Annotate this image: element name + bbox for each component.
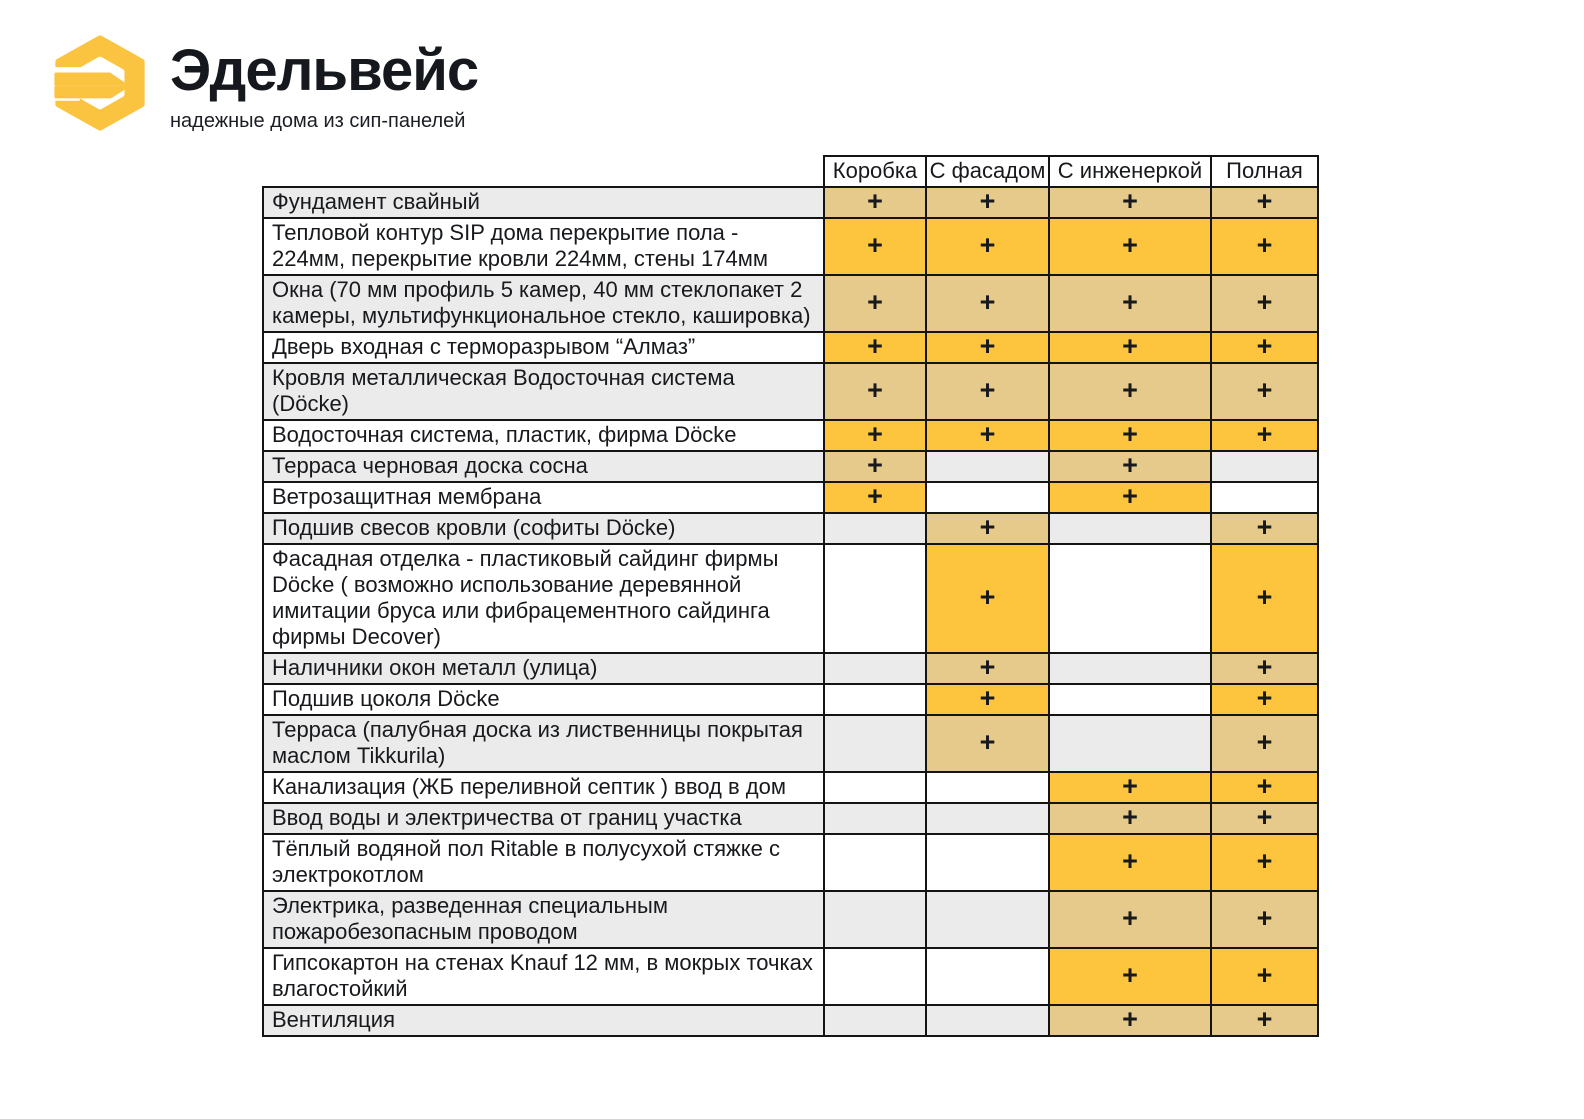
table-row — [263, 482, 1318, 513]
excluded-empty-cell — [824, 834, 926, 891]
brand-text-block — [170, 34, 478, 133]
included-plus-cell — [1211, 187, 1318, 218]
plus-mark: + — [867, 451, 883, 480]
plus-mark: + — [1122, 451, 1138, 480]
plus-mark: + — [1256, 287, 1273, 317]
packages-table — [262, 155, 1319, 1037]
included-plus-cell — [926, 715, 1049, 772]
included-plus-cell — [1049, 482, 1211, 513]
plus-mark: + — [1122, 420, 1138, 449]
included-plus-cell — [1211, 715, 1318, 772]
included-plus-cell — [824, 187, 926, 218]
plus-mark: + — [1122, 803, 1138, 832]
column-header-s-fasadom: С фасадом — [926, 156, 1049, 187]
included-plus-cell — [1049, 803, 1211, 834]
included-plus-cell — [824, 482, 926, 513]
table-row — [263, 948, 1318, 1005]
hexagon-e-icon — [52, 34, 148, 132]
table-row — [263, 275, 1318, 332]
plus-mark: + — [1256, 420, 1273, 449]
included-plus-cell — [824, 275, 926, 332]
plus-mark: + — [1122, 230, 1138, 260]
table-row — [263, 420, 1318, 451]
included-plus-cell — [1211, 891, 1318, 948]
plus-mark: + — [867, 230, 883, 260]
excluded-empty-cell — [926, 482, 1049, 513]
plus-mark: + — [979, 332, 996, 361]
plus-mark: + — [867, 332, 883, 361]
plus-mark: + — [1256, 960, 1273, 990]
table-row — [263, 803, 1318, 834]
feature-label: Тепловой контур SIP дома перекрытие пола - 224мм, перекрытие кровли 224мм, стены 174мм — [263, 218, 824, 275]
included-plus-cell — [1211, 1005, 1318, 1036]
excluded-empty-cell — [1049, 513, 1211, 544]
included-plus-cell — [1049, 275, 1211, 332]
included-plus-cell — [1049, 420, 1211, 451]
table-row — [263, 218, 1318, 275]
included-plus-cell — [1211, 772, 1318, 803]
brand-header — [52, 34, 478, 133]
excluded-empty-cell — [926, 803, 1049, 834]
excluded-empty-cell — [824, 803, 926, 834]
included-plus-cell — [824, 363, 926, 420]
table-row — [263, 544, 1318, 653]
feature-label: Водосточная система, пластик, фирма Döcke — [263, 420, 824, 451]
excluded-empty-cell — [926, 1005, 1049, 1036]
included-plus-cell — [1211, 513, 1318, 544]
table-row — [263, 653, 1318, 684]
plus-mark: + — [867, 187, 883, 216]
included-plus-cell — [1211, 653, 1318, 684]
plus-mark: + — [1122, 960, 1138, 990]
included-plus-cell — [926, 513, 1049, 544]
feature-label: Дверь входная с терморазрывом “Алмаз” — [263, 332, 824, 363]
excluded-empty-cell — [824, 684, 926, 715]
plus-mark: + — [1256, 727, 1273, 757]
plus-mark: + — [1256, 187, 1273, 216]
table-row — [263, 363, 1318, 420]
plus-mark: + — [867, 420, 883, 449]
feature-label: Подшив свесов кровли (софиты Döcke) — [263, 513, 824, 544]
included-plus-cell — [1211, 834, 1318, 891]
plus-mark: + — [1122, 1005, 1138, 1034]
included-plus-cell — [1049, 891, 1211, 948]
included-plus-cell — [926, 684, 1049, 715]
feature-label: Канализация (ЖБ переливной септик ) ввод в дом — [263, 772, 824, 803]
excluded-empty-cell — [926, 834, 1049, 891]
excluded-empty-cell — [926, 891, 1049, 948]
excluded-empty-cell — [824, 1005, 926, 1036]
table-row — [263, 715, 1318, 772]
excluded-empty-cell — [1049, 715, 1211, 772]
plus-mark: + — [979, 375, 996, 405]
included-plus-cell — [824, 451, 926, 482]
packages-table-wrap — [262, 155, 1319, 1037]
plus-mark: + — [1256, 375, 1273, 405]
plus-mark: + — [1256, 772, 1273, 801]
table-row — [263, 684, 1318, 715]
table-row — [263, 834, 1318, 891]
column-header-korobka: Коробка — [824, 156, 926, 187]
table-row — [263, 187, 1318, 218]
feature-label: Окна (70 мм профиль 5 камер, 40 мм стеклопакет 2 камеры, мультифункциональное стекло, кашировка) — [263, 275, 824, 332]
plus-mark: + — [979, 653, 996, 682]
table-row — [263, 332, 1318, 363]
included-plus-cell — [824, 332, 926, 363]
included-plus-cell — [1211, 420, 1318, 451]
included-plus-cell — [1049, 218, 1211, 275]
plus-mark: + — [979, 287, 996, 317]
table-row — [263, 772, 1318, 803]
brand-name: Эдельвейс — [170, 38, 479, 103]
included-plus-cell — [926, 544, 1049, 653]
excluded-empty-cell — [824, 891, 926, 948]
plus-mark: + — [979, 684, 996, 713]
included-plus-cell — [1049, 451, 1211, 482]
feature-label: Тёплый водяной пол Ritable в полусухой стяжке с электрокотлом — [263, 834, 824, 891]
included-plus-cell — [1049, 1005, 1211, 1036]
plus-mark: + — [979, 420, 996, 449]
plus-mark: + — [979, 727, 996, 757]
included-plus-cell — [1211, 275, 1318, 332]
plus-mark: + — [1256, 653, 1273, 682]
table-row — [263, 891, 1318, 948]
included-plus-cell — [1049, 363, 1211, 420]
plus-mark: + — [1256, 803, 1273, 832]
included-plus-cell — [1049, 772, 1211, 803]
included-plus-cell — [1211, 544, 1318, 653]
plus-mark: + — [1256, 1005, 1273, 1034]
feature-label: Терраса (палубная доска из лиственницы покрытая маслом Tikkurila) — [263, 715, 824, 772]
plus-mark: + — [1256, 846, 1273, 876]
excluded-empty-cell — [824, 513, 926, 544]
plus-mark: + — [1122, 846, 1138, 876]
included-plus-cell — [926, 363, 1049, 420]
included-plus-cell — [926, 420, 1049, 451]
plus-mark: + — [1256, 332, 1273, 361]
plus-mark: + — [1122, 187, 1138, 216]
included-plus-cell — [1049, 834, 1211, 891]
plus-mark: + — [1256, 513, 1273, 542]
plus-mark: + — [1122, 903, 1138, 933]
feature-label: Фундамент свайный — [263, 187, 824, 218]
plus-mark: + — [1256, 903, 1273, 933]
plus-mark: + — [1256, 230, 1273, 260]
included-plus-cell — [1049, 187, 1211, 218]
excluded-empty-cell — [926, 772, 1049, 803]
included-plus-cell — [1211, 803, 1318, 834]
plus-mark: + — [1122, 332, 1138, 361]
feature-label: Ветрозащитная мембрана — [263, 482, 824, 513]
plus-mark: + — [1122, 772, 1138, 801]
feature-label: Вентиляция — [263, 1005, 824, 1036]
plus-mark: + — [979, 230, 996, 260]
excluded-empty-cell — [824, 948, 926, 1005]
excluded-empty-cell — [824, 653, 926, 684]
included-plus-cell — [1211, 948, 1318, 1005]
included-plus-cell — [926, 332, 1049, 363]
feature-label: Ввод воды и электричества от границ участка — [263, 803, 824, 834]
plus-mark: + — [1256, 684, 1273, 713]
included-plus-cell — [1211, 332, 1318, 363]
plus-mark: + — [1122, 375, 1138, 405]
included-plus-cell — [1211, 363, 1318, 420]
included-plus-cell — [926, 187, 1049, 218]
included-plus-cell — [926, 218, 1049, 275]
excluded-empty-cell — [824, 772, 926, 803]
excluded-empty-cell — [1049, 544, 1211, 653]
header-row — [263, 156, 1318, 187]
feature-label: Наличники окон металл (улица) — [263, 653, 824, 684]
feature-label: Гипсокартон на стенах Knauf 12 мм, в мокрых точках влагостойкий — [263, 948, 824, 1005]
included-plus-cell — [824, 218, 926, 275]
excluded-empty-cell — [824, 544, 926, 653]
plus-mark: + — [867, 482, 883, 511]
feature-label: Кровля металлическая Водосточная система (Döcke) — [263, 363, 824, 420]
included-plus-cell — [926, 275, 1049, 332]
feature-label: Подшив цоколя Döcke — [263, 684, 824, 715]
feature-label: Фасадная отделка - пластиковый сайдинг фирмы Döcke ( возможно использование деревянной имитации бруса или фибрацементного сайдинга фирмы Decover) — [263, 544, 824, 653]
plus-mark: + — [867, 375, 883, 405]
plus-mark: + — [1256, 582, 1273, 612]
table-row — [263, 513, 1318, 544]
excluded-empty-cell — [824, 715, 926, 772]
table-row — [263, 451, 1318, 482]
plus-mark: + — [979, 582, 996, 612]
plus-mark: + — [1122, 482, 1138, 511]
excluded-empty-cell — [1211, 451, 1318, 482]
included-plus-cell — [824, 420, 926, 451]
excluded-empty-cell — [1211, 482, 1318, 513]
excluded-empty-cell — [1049, 684, 1211, 715]
included-plus-cell — [926, 653, 1049, 684]
included-plus-cell — [1049, 332, 1211, 363]
feature-label: Терраса черновая доска сосна — [263, 451, 824, 482]
header-spacer — [263, 156, 824, 187]
included-plus-cell — [1049, 948, 1211, 1005]
brand-tagline: надежные дома из сип-панелей — [170, 110, 466, 132]
column-header-polnaya: Полная — [1211, 156, 1318, 187]
included-plus-cell — [1211, 684, 1318, 715]
excluded-empty-cell — [1049, 653, 1211, 684]
included-plus-cell — [1211, 218, 1318, 275]
plus-mark: + — [979, 187, 996, 216]
plus-mark: + — [867, 287, 883, 317]
excluded-empty-cell — [926, 948, 1049, 1005]
plus-mark: + — [1122, 287, 1138, 317]
plus-mark: + — [979, 513, 996, 542]
feature-label: Электрика, разведенная специальным пожаробезопасным проводом — [263, 891, 824, 948]
column-header-s-inzhenerkoi: С инженеркой — [1049, 156, 1211, 187]
brand-logo — [52, 34, 148, 132]
table-row — [263, 1005, 1318, 1036]
excluded-empty-cell — [926, 451, 1049, 482]
